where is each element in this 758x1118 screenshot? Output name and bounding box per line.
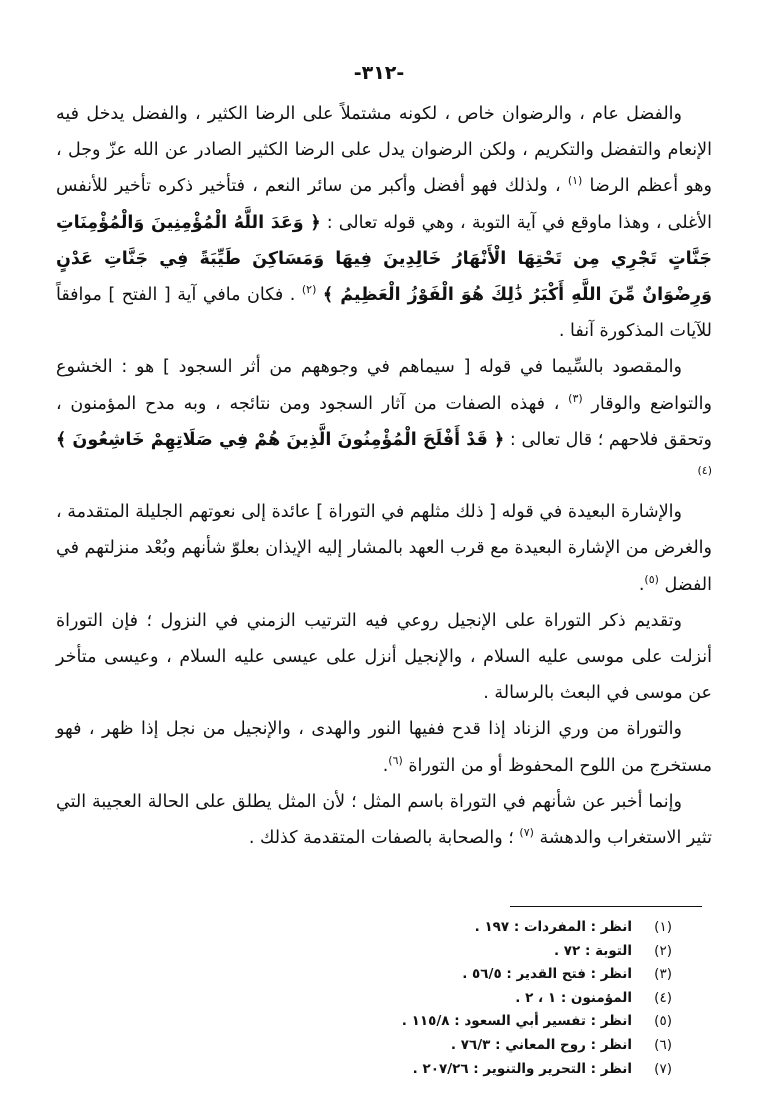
footnote-item: [312, 1058, 672, 1082]
paragraph-torah-order: [56, 603, 712, 712]
main-text: [56, 96, 712, 856]
footnote-item: [312, 987, 672, 1011]
footnote-number: (٧): [654, 1060, 672, 1077]
paragraph-distant-reference: والإشارة البعيدة في قوله [ ذلك مثلهم في التوراة ] عائدة إلى نعوتهم الجليلة المتقدمة ، والغرض من الإشارة البعيدة مع قرب العهد بالمشار إليه الإيذان بعلوّ شأنهم وبُعْد منزلتهم في الفضل $^{(٥)}$.: [56, 502, 712, 595]
footnote-marker: (٥): [644, 572, 659, 586]
footnote-item: [312, 940, 672, 964]
paragraph-sima: [56, 349, 712, 494]
footnote-item: [312, 963, 672, 987]
footnote-item: [312, 1010, 672, 1034]
footnote-number: (٢): [654, 942, 672, 959]
footnote-number: (٤): [654, 989, 672, 1006]
footnote-marker: (١): [567, 174, 583, 188]
footnote-marker: (٧): [519, 826, 534, 840]
footnote-item: [312, 1034, 672, 1058]
text-segment: والفضل عام ، والرضوان خاص ، لكونه مشتملاً على الرضا الكثير ، والفضل يدخل فيه الإنعام والتفضل والتكريم ، ولكن الرضوان يدل على الرضا الكثير الصادر عن الله عزّ وجل ، وهو أعظم الرضا: [56, 104, 712, 197]
footnote-text: انظر : روح المعاني : ٧٦/٣ .: [450, 1036, 632, 1053]
text-segment: والمقصود بالسِّيما في قوله [ سيماهم في وجوههم من أثر السجود ] هو : الخشوع والتواضع والوقار: [56, 357, 712, 414]
footnote-marker: (٣): [568, 391, 583, 405]
page-number: -٣١٢-: [353, 62, 405, 84]
footnote-divider: [510, 906, 702, 907]
paragraph-parable: [56, 784, 712, 856]
footnote-number: (٦): [654, 1036, 672, 1053]
footnote-marker: (٦): [388, 753, 403, 767]
text-segment: وإنما أخبر عن شأنهم في التوراة باسم المثل ؛ لأن المثل يطلق على الحالة العجيبة التي تثير الاستغراب والدهشة: [56, 791, 712, 849]
paragraph-virtue-and-pleasure: [56, 96, 712, 349]
footnote-text: المؤمنون : ١ ، ٢ .: [515, 989, 632, 1006]
quran-verse-tawbah: ﴿ وَعَدَ اللَّهُ الْمُؤْمِنِينَ وَالْمُؤْمِنَاتِ جَنَّاتٍ تَجْرِي مِن تَحْتِهَا الْأَنْهَارُ خَالِدِينَ فِيهَا وَمَسَاكِنَ طَيِّبَةً فِي جَنَّاتِ عَدْنٍ وَرِضْوَانٌ مِّنَ اللَّهِ أَكْبَرُ ذَٰلِكَ هُوَ الْفَوْزُ الْعَظِيمُ ﴾: [56, 212, 712, 306]
footnote-item: [312, 916, 672, 940]
text-segment: . فكان مافي آية [ الفتح ] موافقاً للآيات المذكورة آنفا .: [56, 285, 712, 342]
text-segment: ، فهذه الصفات من آثار السجود ومن نتائجه ، وبه مدح المؤمنون ، وتحقق فلاحهم ؛ قال تعالى :: [56, 393, 712, 450]
footnote-text: انظر : المفردات : ١٩٧ .: [474, 919, 632, 935]
text-segment: ، ولذلك فهو أفضل وأكبر من سائر النعم ، فتأخير ذكره تأخير للأنفس الأغلى ، وهذا ماوقع في آية التوبة ، وهي قوله تعالى :: [56, 176, 712, 233]
footnote-list: [312, 916, 672, 1081]
footnote-number: (٣): [654, 966, 672, 983]
footnote-text: التوبة : ٧٢ .: [553, 942, 632, 959]
footnote-number: (٥): [654, 1013, 672, 1030]
footnote-number: (١): [654, 919, 672, 935]
text-segment: والتوراة من وري الزناد إذا قدح ففيها النور والهدى ، والإنجيل من نجل إذا ظهر ، فهو مستخرج من اللوح المحفوظ أو من التوراة: [56, 719, 712, 776]
text-segment: والإشارة البعيدة في قوله [ ذلك مثلهم في التوراة ] عائدة إلى نعوتهم الجليلة المتقدمة ، والغرض من الإشارة البعيدة مع قرب العهد بالمشار إليه الإيذان بعلوّ شأنهم وبُعْد منزلتهم في الفضل: [56, 502, 712, 595]
footnote-marker: (٤): [697, 464, 712, 478]
footnote-text: انظر : التحرير والتنوير : ٢٠٧/٢٦ .: [412, 1060, 632, 1077]
text-segment: وتقديم ذكر التوراة على الإنجيل روعي فيه الترتيب الزمني في النزول ؛ فإن التوراة أنزلت على موسى عليه السلام ، والإنجيل أنزل على عيسى عليه السلام ، وعيسى متأخر عن موسى في البعث بالرسالة .: [56, 610, 712, 704]
footnote-marker: (٢): [301, 283, 317, 297]
footnote-text: انظر : فتح القدير : ٥٦/٥ .: [462, 966, 632, 983]
footnote-text: انظر : تفسير أبي السعود : ١١٥/٨ .: [401, 1013, 632, 1030]
paragraph-torah-etymology: والتوراة من وري الزناد إذا قدح ففيها النور والهدى ، والإنجيل من نجل إذا ظهر ، فهو مستخرج من اللوح المحفوظ أو من التوراة $^{(٦)}$.: [56, 719, 712, 776]
text-segment: ؛ والصحابة بالصفات المتقدمة كذلك .: [248, 828, 514, 849]
quran-verse-muminun: ﴿ قَدْ أَفْلَحَ الْمُؤْمِنُونَ الَّذِينَ هُمْ فِي صَلَاتِهِمْ خَاشِعُونَ ﴾: [56, 429, 505, 450]
